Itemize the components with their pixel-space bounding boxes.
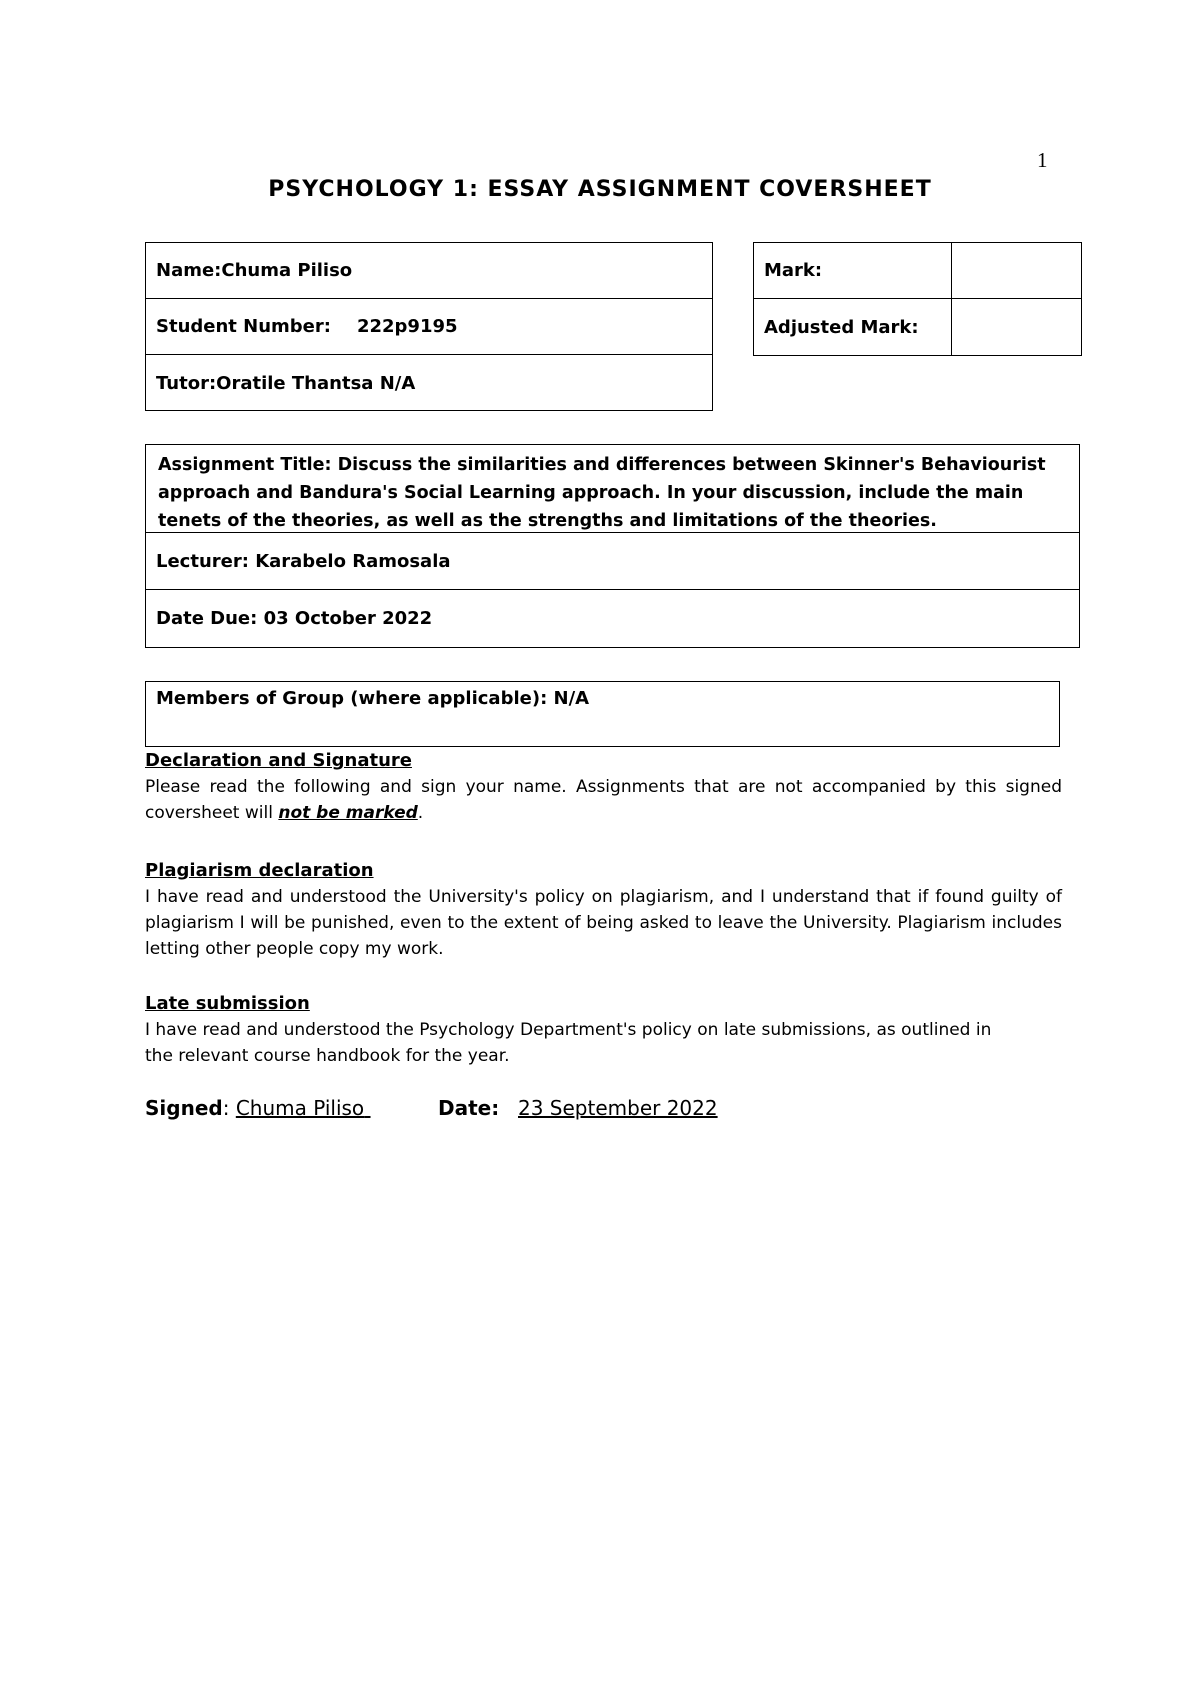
plagiarism-section [145,858,1062,962]
page-number: 1 [1037,148,1048,172]
group-members: Members of Group (where applicable): N/A [156,688,590,709]
late-submission-heading: Late submission [145,993,310,1014]
declaration-text-start: Please read the following and sign your name. Assignments that are not accompanied by this signed coversheet will [145,777,1062,823]
mark-value-cell [952,243,1081,298]
student-number-label: Student Number: [156,316,331,337]
signature-date-label: Date: [438,1096,500,1120]
signed-value: Chuma Piliso [235,1096,365,1120]
student-info-box [145,242,713,411]
late-submission-section [145,991,1062,1069]
signature-date-value: 23 September 2022 [518,1096,718,1120]
page-title: PSYCHOLOGY 1: ESSAY ASSIGNMENT COVERSHEET [268,177,932,202]
signed-line: Signed: Chuma Piliso [145,1096,365,1120]
plagiarism-heading: Plagiarism declaration [145,860,374,881]
late-submission-text: I have read and understood the Psychology Department's policy on late submissions, as outlined in the relevant course handbook for the year. [145,1020,992,1066]
mark-table [753,242,1082,356]
declaration-section [145,748,1062,826]
assignment-title: Assignment Title: Discuss the similarities and differences between Skinner's Behaviourist approach and Bandura's Social Learning approach. In your discussion, include the main tenets of the theories, as well as the strengths and limitations of the theories. [146,445,1079,533]
tutor-name: Tutor:Oratile Thantsa N/A [156,372,416,394]
declaration-text-end: . [417,803,424,823]
members-box [145,681,1060,747]
student-name: Name:Chuma Piliso [146,243,712,299]
student-number-value: 222p9195 [356,316,458,337]
declaration-text [145,774,1062,826]
mark-row [754,243,1081,299]
mark-label: Mark: [754,243,952,298]
adjusted-mark-label: Adjusted Mark: [754,299,952,355]
adjusted-mark-value-cell [952,299,1081,355]
signed-label: Signed [145,1096,223,1120]
adjusted-mark-row [754,299,1081,355]
student-number-row [146,299,712,355]
date-due: Date Due: 03 October 2022 [156,608,433,629]
not-marked-emphasis: not be marked [278,803,418,823]
plagiarism-text: I have read and understood the University's policy on plagiarism, and I understand that if found guilty of plagiarism I will be punished, even to the extent of being asked to leave the University. Plagiarism includes letting other people copy my work. [145,887,1062,959]
assignment-box [145,444,1080,648]
lecturer: Lecturer: Karabelo Ramosala [146,533,1079,590]
declaration-heading: Declaration and Signature [145,750,412,771]
